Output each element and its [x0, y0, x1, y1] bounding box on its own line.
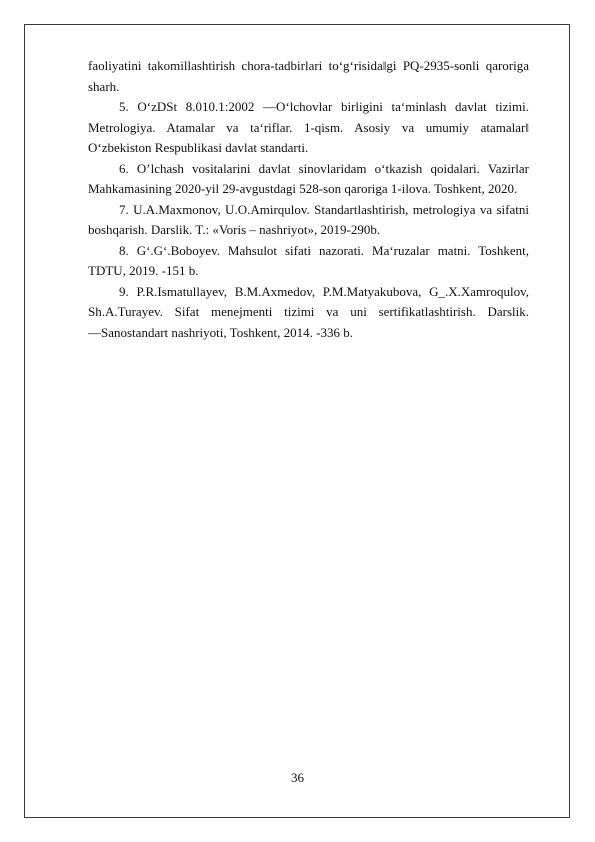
page-number: 36	[291, 770, 304, 785]
reference-continuation: faoliyatini takomillashtirish chora-tadbirlari to‘g‘risida‖gi PQ-2935-sonli qaroriga sharh.	[88, 58, 529, 94]
reference-item-5: 5. O‘zDSt 8.010.1:2002 ―O‘lchovlar birligini ta‘minlash davlat tizimi. Metrologiya. Atamalar va ta‘riflar. 1-qism. Asosiy va umumiy atamalar‖ O‘zbekiston Respublikasi davlat standarti.	[88, 99, 529, 155]
reference-item-9: 9. P.R.Ismatullayev, B.M.Axmedov, P.M.Matyakubova, G_.X.Xamroqulov, Sh.A.Turayev. Sifat menejmenti tizimi va uni sertifikatlashtirish. Darslik. ―Sanostandart nashriyoti, Toshkent, 2014. -336 b.	[88, 283, 529, 340]
reference-item-6: 6. O’lchash vositalarini davlat sinovlaridam o‘tkazish qoidalari. Vazirlar Mahkamasining 2020-yil 29-avgustdagi 528-son qaroriga 1-ilova. Toshkent, 2020.	[88, 160, 529, 196]
references-list	[88, 56, 529, 343]
reference-item-7: 7. U.A.Maxmonov, U.O.Amirqulov. Standartlashtirish, metrologiya va sifatni boshqarish. Darslik. T.: «Voris – nashriyot», 2019-290b.	[88, 201, 529, 237]
reference-item-8: 8. G‘.G‘.Boboyev. Mahsulot sifati nazorati. Ma‘ruzalar matni. Toshkent, TDTU, 2019. -151 b.	[88, 242, 529, 278]
